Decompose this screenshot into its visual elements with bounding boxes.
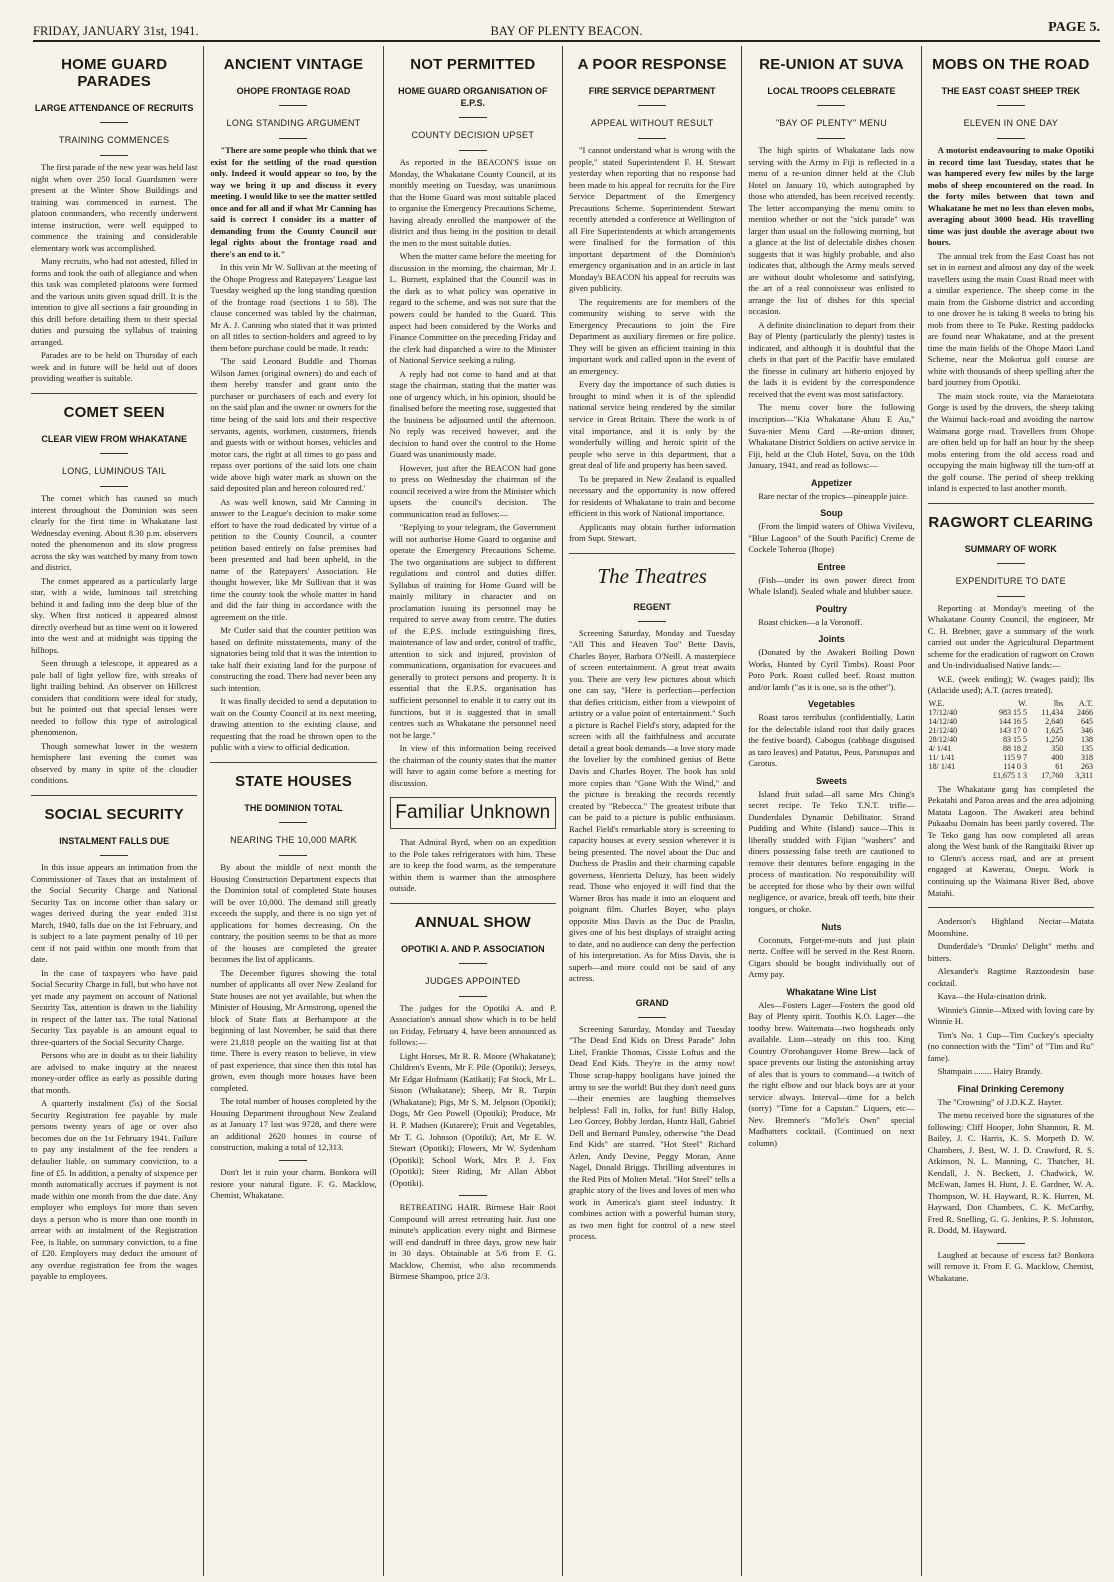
article-subtitle: "BAY OF PLENTY" MENU <box>775 118 888 129</box>
divider <box>100 122 128 123</box>
paragraph: Persons who are in doubt as to their liability are advised to make inquiry at the nearest money-order office as early as possible during that month. <box>31 1050 198 1095</box>
article-subtitle: NEARING THE 10,000 MARK <box>230 835 357 846</box>
paragraph: To be prepared in New Zealand is equalled necessary and the opportunity is now offered for residents of Whakatane to train and become efficient in this work of National importance. <box>568 473 736 519</box>
menu-text: Roast chicken—a la Voronoff. <box>758 616 863 627</box>
table-cell: 61 <box>1055 761 1064 771</box>
divider <box>817 138 845 139</box>
page-number: PAGE 5. <box>1048 20 1100 35</box>
divider <box>638 138 666 139</box>
divider <box>638 1017 666 1018</box>
article-subtitle: OHOPE FRONTAGE ROAD <box>236 86 351 96</box>
divider <box>279 105 307 106</box>
divider <box>459 963 487 964</box>
paragraph: "There are some people who think that we exist for the settling of the road question only. Indeed it would appear so too, by the way we bring it up and discuss it every meeting. I would like to see the matter settled once and for all and if what Mr Canning has said is correct I consider its a matter of demanding from the County Council our legal rights about the frontage road and there's an end to it." <box>210 145 377 259</box>
paragraph: In this issue appears an intimation from the Commissioner of Taxes that an instalment of the Social Security Charge and National Security Tax on income other than salary or wages derived during the year ended 31st March, 1940, falls due on the 1st February, and is subject to a late payment penalty of 10 per cent if not paid within one month from that date. <box>31 862 198 965</box>
menu-heading: Entree <box>817 561 846 572</box>
table-cell: 2466 <box>1076 707 1093 717</box>
divider <box>100 453 128 454</box>
divider <box>459 1195 487 1196</box>
divider <box>569 553 735 554</box>
table-cell: 350 <box>1051 743 1064 753</box>
article-subtitle: ELEVEN IN ONE DAY <box>963 118 1059 129</box>
menu-heading: Joints <box>818 634 845 645</box>
divider <box>997 1243 1025 1244</box>
ragwort-table <box>928 699 1094 780</box>
divider <box>100 155 128 156</box>
table-cell: 263 <box>1080 761 1093 771</box>
table-cell: 143 17 0 <box>998 725 1027 735</box>
column-6 <box>922 46 1100 1576</box>
divider <box>279 138 307 139</box>
menu-text: Shampain ........ Hairy Brandy. <box>937 1066 1043 1077</box>
paragraph: As reported in the BEACON'S issue on Monday, the Whakatane County Council, at its monthly meeting on Tuesday, was unanimous that the Home Guard was most suitable placed to organise the Emergency Precautions Scheme, having already enrolled the manpower of the district and thus being in the position to detail the men to the most suitable duties. <box>389 157 556 248</box>
paragraph: In this vein Mr W. Sullivan at the meeting of the Ohope Progress and Ratepayers' League last Tuesday weighed up the long standing question of the frontage road (sections 1 to 58). The clause concerned was tabled by the chairman, Mr A. J. Canning who stated that it was printed on all titles to section-holders and agreed to by them before purchase could be made. It reads: <box>210 262 377 353</box>
paragraph: Seen through a telescope, it appeared as a pale ball of light yellow fire, with streaks of light trailing behind. An observer on Hillcrest considers that conditions were ideal for study, but he pointed out that special lenses were needed to follow this type of astrological phenomenon. <box>31 658 198 738</box>
paragraph: Screening Saturday, Monday and Tuesday "All This and Heaven Too" Bette Davis, Charles Boyer, Barbara O'Neill. A masterpiece of screen entertainment. A great treat awaits you. There are very few pictures about which one can say, "Here is perfection—perfection that defies criticism, either from a viewpoint of artistry or a value point of entertainment." Such a picture is Rachel Field's story, adapted for the screen with all the faithfulness and accurate detail a great book demands—a love story made the lovelier by the combined genius of Bette Davis and Charles Boyer. The book has sold more copies than "Gone With the Wind," and the picture is breaking the records recently created by "Rebecca." The greatest tribute that can be paid to a picture is public enthusiasm. Rachel Field's remarkable story is screening to capacity houses at every session wherever it is being presented. The novel about the Duc and Duchess de Praslin and their charming capable governess, Henrietta Deluzy, has been widely read. Those who enjoyed it will find that the Warner Bros has made it into an eloquent and poignant film. Charles Boyer, who plays opposite Miss Davis as the Duc de Praslin, gives one of his best displays of straight acting to date, and no audience can deny the perfection of his interpretation. As for Miss Davis, she is superb—and more could not be said of any actress. <box>568 627 736 984</box>
table-row <box>928 762 1094 771</box>
article-subtitle: LONG, LUMINOUS TAIL <box>61 466 167 477</box>
menu-text: The menu received bore the signatures of the following: Cliff Hooper, John Shannon, R. M. Bailey, J. C. Harris, K. S. Morpeth D. W. Chambers, J. Best, W. J. D. Crawford, R. S. Atkinson, N. L. Manning, C. Thatcher, H. Kendall, J. N. Beckett, J. Chadwick, W. McEwan, James H. Hunt, J. E. Gardner, W. A. Thompson, W. H. Hayward, R. K. Hurren, M. Hayward, Don Chambers, C. K. McCarthy, Fred R. Snelling, G. G. Jenkins, P. S. Johnston, R. Dodd, M. Hayward. <box>927 1110 1094 1236</box>
paragraph: "I cannot understand what is wrong with the people," stated Superintendent F. H. Stewart yesterday when reporting that no response had been made to his appeal for recruits for the Fire Service Department of the Emergency Precautions Scheme. Superintendent Stewart recently attended a conference at Wellington of all Fire Superintendents at which arrangements were finalised for the formation of this important department of the Dominion's emergency organisation and in an article in last Monday's BEACON his appeal for recruits was given publicity. <box>568 145 736 294</box>
paragraph: Though somewhat lower in the western hemisphere last evening the comet was observed by many in spite of the cloudier conditions. <box>31 740 198 786</box>
paragraph: However, just after the BEACON had gone to press on Wednesday the chairman of the council received a wire from the Minister which upsets the council's decision. The communication read as follows:— <box>389 462 556 519</box>
table-header-cell: A.T. <box>1078 698 1093 708</box>
table-cell: 144 16 5 <box>998 716 1027 726</box>
article-subtitle: LOCAL TROOPS CELEBRATE <box>767 86 896 96</box>
divider <box>459 150 487 151</box>
table-row <box>928 735 1094 744</box>
menu-text: (Fish—under its own power direct from Whale Island). Sealed whale and blubber sauce. <box>748 574 915 597</box>
column-1 <box>25 46 204 1576</box>
menu-heading: Nuts <box>821 921 842 932</box>
table-header-cell: W. <box>1018 698 1027 708</box>
divider <box>997 105 1025 106</box>
table-total-row <box>928 771 1094 780</box>
menu-text: (From the limpid waters of Ohiwa Vivilevu, "Blue Lagoon" of the South Pacific) Creme de Cockele Toheroa (Ihope) <box>748 521 915 555</box>
article-subtitle: GRAND <box>635 997 669 1008</box>
article-subtitle: REGENT <box>633 601 671 612</box>
paragraph: A quarterly instalment (5s) of the Social Security Registration fee payable by male persons twenty years of age or over also becomes due on the 1st February 1941. Failure to pay any instalment of the fee renders a defaulter liable, on summary conviction, to a fine of £5. In addition, a penalty of sixpence per month automatically accrues if payment is not made within one month from the due date. Any employer who employs for more than seven days a person who is more than one month in arrear with an instalment of the Registration Fee, is liable, on summary conviction, to a fine of £20. Employers may deduct the amount of any overdue registration fee from the wages payable to employees. <box>31 1098 198 1282</box>
paragraph: The total number of houses completed by the Housing Department throughout New Zealand as at January 17 last was 9728, and there were an additional 2620 houses in course of construction, making a total of 12,313. <box>210 1096 377 1153</box>
table-row <box>928 717 1094 726</box>
column-3 <box>384 46 563 1576</box>
table-cell: 115 9 7 <box>1003 752 1027 762</box>
paragraph: As was well known, said Mr Canning in answer to the League's decision to make some effort to have the road dedicated by virtue of a petition to the County Council, a counter petition based entirely on false premises had been presented and had been upheld, in the name of the Ratepayers' Association. He thought however, like Mr Sullivan that it was time the county took the whole matter in hand and did the fair thing in accordance with the agreement on the title. <box>210 496 377 622</box>
table-cell: 318 <box>1080 752 1093 762</box>
paragraph: The judges for the Opotiki A. and P. Association's annual show which is to be held on Friday, February 4, have been announced as follows:— <box>389 1002 556 1048</box>
menu-text: Alexander's Ragtime Razzoodesin base cocktail. <box>927 966 1094 988</box>
divider <box>997 138 1025 139</box>
divider <box>100 486 128 487</box>
divider <box>459 996 487 997</box>
masthead-date: FRIDAY, JANUARY 31st, 1941. <box>33 24 199 38</box>
article-subtitle: TRAINING COMMENCES <box>58 135 170 146</box>
columns <box>25 46 1100 1576</box>
table-cell: 2,640 <box>1045 716 1064 726</box>
article-title: The Theatres <box>597 563 707 588</box>
paragraph: When the matter came before the meeting for discussion in the morning, the chairman, Mr J. L. Burnett, explained that the Council was in the dark as to what policy was operative in regard to the scheme, and was not sure that the powers could be handed to the Guard. This aspect had been considered by the Works and Finance Committee on the preceding Friday and the clerk had dispatched a wire to the Minister of National Service seeking a ruling. <box>389 251 556 366</box>
menu-text: Kava—the Hula-cination drink. <box>937 991 1047 1002</box>
divider <box>638 621 666 622</box>
table-header-cell: lbs <box>1053 698 1064 708</box>
menu-text: Dunderdale's "Drunks' Delight" meths and bitters. <box>927 941 1094 963</box>
article-title: ANNUAL SHOW <box>414 913 531 931</box>
paragraph: Parades are to be held on Thursday of each week and in future will be held out of doors providing weather is suitable. <box>31 350 198 384</box>
paragraph: A reply had not come to hand and at that stage the chairman, stating that the matter was one of urgency which, in his opinion, should be finalised before the meeting rose, suggested that the business be adjourned until the afternoon. No reply was received however, and the decision to hand over the control to the Home Guard was unanimously made. <box>389 368 556 460</box>
menu-heading: Appetizer <box>810 477 852 488</box>
table-cell: 114 0 3 <box>1003 761 1027 771</box>
article-subtitle: JUDGES APPOINTED <box>425 975 521 986</box>
article-subtitle: COUNTY DECISION UPSET <box>411 130 535 141</box>
table-row <box>928 753 1094 762</box>
table-row <box>928 744 1094 753</box>
article-subtitle: HOME GUARD ORGANISATION OF E.P.S. <box>398 86 548 109</box>
paragraph: Every day the importance of such duties is brought to mind when it is of the splendid national service being rendered by the similar service in Great Britain. There the work is of vital importance, and it is only by the wonderfully willing and heroic spirit of the people who serve in this department, that a great deal of life and property has been saved. <box>568 379 736 471</box>
menu-heading: Whakatane Wine List <box>786 986 877 997</box>
column-4 <box>563 46 742 1576</box>
table-cell: 4/ 1/41 <box>928 743 952 753</box>
paragraph: The requirements are for members of the community wishing to serve with the Emergency Precautions to join the Fire Department as auxiliary firemen or fire police. They will be given an efficient training in this important work and called upon in the event of an emergency. <box>568 296 736 376</box>
table-cell: 11,434 <box>1041 707 1064 717</box>
menu-text: Coconuts, Forget-me-nuts and just plain nertz. Coffee will be served in the Rest Room. Cigars should be bought individually out of Army pay. <box>748 934 915 980</box>
paragraph: Reporting at Monday's meeting of the Whakatane County Council, the engineer, Mr C. H. Brebner, gave a summary of the work carried out under the Agricultural Department scheme for the eradication of ragwort on Crown and Un-individualised Native lands:— <box>927 602 1094 671</box>
table-row <box>928 708 1094 717</box>
article-title: MOBS ON THE ROAD <box>932 56 1090 73</box>
table-row <box>928 726 1094 735</box>
menu-heading: Poultry <box>815 603 847 614</box>
article-title: HOME GUARD PARADES <box>61 56 168 90</box>
menu-text: Winnie's Ginnie—Mixed with loving care by Winnie H. <box>927 1004 1094 1027</box>
divider <box>279 855 307 856</box>
article-title: Familiar Unknown <box>390 797 556 829</box>
divider <box>928 907 1094 908</box>
paragraph: By about the middle of next month the Housing Construction Department expects that the Dominion total of completed State houses will be over 10,000. The demand still greatly exceeds the supply, and there is no sign yet of applications for homes decreasing. On the contrary, the position seems to be that as more of the houses are completed the greater becomes the list of applicants. <box>210 862 377 965</box>
article-subtitle: SUMMARY OF WORK <box>964 543 1057 554</box>
paragraph: Applicants may obtain further information from Supt. Stewart. <box>568 521 736 544</box>
paragraph: Screening Saturday, Monday and Tuesday "The Dead End Kids on Dress Parade" John Litel, Frankie Thomas, Cissie Loftus and the Dead End Kids. They're in the army now! Those scrap-happy hooligans have joined the army to see the world! But they don't need guns—their enemies are laughing themselves helpless! Fall in, folks, for fun! Billy Halop, Leo Gorcey, Bobby Jordan, Huntz Hall, Gabriel Dell and Bernard Punsley, otherwise "the Dead End Kids" are starred. "Hot Steel" Richard Arlen, Andy Devine, Peggy Moran, Anne Nagel, Donald Briggs. Thrilling adventures in the Red Pits of Molten Metal. "Hot Steel" tells a graphic story of the lives and loves of men who work in America's giant steel industry. It combines action with a powerful human story, as two men fight for control of a new steel process. <box>568 1023 736 1242</box>
paragraph: A motorist endeavouring to make Opotiki in record time last Tuesday, states that he was hampered every few miles by the large mobs of sheep encountered on the road. In the forty miles between that town and Whakatane he met no less than eleven mobs, averaging about 3000 head. His travelling time was just double the average about two hours. <box>927 145 1094 248</box>
article-title: NOT PERMITTED <box>410 56 536 73</box>
table-cell: 28/12/40 <box>928 734 958 744</box>
article-subtitle: LONG STANDING ARGUMENT <box>226 118 361 129</box>
divider <box>459 117 487 118</box>
paragraph: The comet appeared as a particularly large star, with a wide, luminous tail stretching behind it and fading into the deep blue of the sky. When first noticed it appeared almost directly overhead but as time went on it lowered into the west and at midnight was tipping the hilltops. <box>31 575 198 655</box>
divider <box>928 503 1094 504</box>
article-subtitle: THE EAST COAST SHEEP TREK <box>941 86 1080 96</box>
paragraph: 'The said Leonard Buddle and Thomas Wilson James (original owners) do and each of them hereby transfer and grant unto the purchaser or purchasers of each and every lot on the said plan and the owner or owners for the time being of the said lots and their respective servants, agents, workmen, customers, friends and guests with or without horses, vehicles and motor cars, the right at all times to go pass and repass over portions of the said lots one chain wide above high water mark as shown on the said deposited plan and hereon coloured red.' <box>210 356 377 494</box>
menu-text: Anderson's Highland Nectar—Matata Moonshine. <box>927 916 1094 938</box>
table-cell: £1,675 1 3 <box>992 770 1027 780</box>
table-cell: 18/ 1/41 <box>928 761 956 771</box>
article-title: SOCIAL SECURITY <box>44 805 184 823</box>
divider <box>210 762 376 763</box>
menu-text: Tim's No. 1 Cup—Tim Cuckey's specialty (no connection with the "Tim" of "Tim and Ru" fame). <box>927 1029 1094 1063</box>
masthead-title: BAY OF PLENTY BEACON. <box>490 24 643 38</box>
table-cell: 346 <box>1080 725 1093 735</box>
article-subtitle: CLEAR VIEW FROM WHAKATANE <box>41 433 187 444</box>
table-cell: 983 15 5 <box>998 707 1027 717</box>
menu-text: (Donated by the Awakeri Boiling Down Works, Hunted by Cyril Timbs). Roast Poor Poro Pork. Roast culled beef. Roast mutton and/or lamb ("as it is one, so is the other"). <box>748 647 915 692</box>
paragraph: The first parade of the new year was held last night when over 250 local Guardsmen were present at the Winter Show Buildings and training was commenced in earnest. The platoon commanders, who recently underwent intense instruction, were well equipped to commence the training and considerable elementary work was accomplished. <box>31 162 198 253</box>
menu-text: The "Crowning" of J.D.K.Z. Hayter. <box>937 1096 1063 1107</box>
article-title: RE-UNION AT SUVA <box>759 56 904 73</box>
article-title: RAGWORT CLEARING <box>928 513 1094 531</box>
table-cell: 3,311 <box>1075 770 1093 780</box>
divider <box>31 393 197 394</box>
advertisement: Don't let it ruin your charm. Bonkora will restore your natural figure. F. G. Macklow, Chemist, Whakatane. <box>210 1166 377 1201</box>
table-cell: 138 <box>1080 734 1093 744</box>
paragraph: "Replying to your telegram, the Government will not authorise Home Guard to organise and operate the Emergency Precautions Scheme. The two organisations are subject to different regulations and control and duties differ. Syllabus of training for Home Guard will be mainly military in character and on proclamation issuing its personnel may be required to serve away from centre. The duties of the E.P.S. include extinguishing fires, maintenance of law and order, control of traffic, attention to sick and injured, provision of communications, organisation for evacuees and generally to protect persons and property. It is essential that the E.P.S. organisation has sufficient personnel to enable it to carry out its functions, but it is suggested that in small centres such as Whakatane the personnel need not be large." <box>389 522 556 740</box>
article-title: ANCIENT VINTAGE <box>223 56 364 73</box>
article-title: A POOR RESPONSE <box>577 56 727 73</box>
paragraph: Light Horses, Mr R. R. Moore (Whakatane); Children's Events, Mr F. Pile (Opotiki); Jerseys, Mr Edgar Hofmann (Katikati); Fat Stock, Mr L. Sisson (Whakatane); Sheep, Mr R. Turpin (Whakatane); Pigs, Mr S. M. Jelpson (Opotiki); Dogs, Mr Geo Powell (Opotiki); Produce, Mr H. P. Madsen (Kutarere); Fruit and Vegetables, Mr T. G. Johnson (Opotiki); Art, Mr E. W. Stewart (Opotiki); Flowers, Mr W. Sydenham (Opotiki); School Work, Mrs P. J. Fox (Opotiki); Steer Riding, Mr Allan Abbot (Opotiki). <box>389 1050 556 1188</box>
article-subtitle: INSTALMENT FALLS DUE <box>59 835 170 846</box>
divider <box>279 1160 307 1161</box>
divider <box>100 855 128 856</box>
table-cell: 1,625 <box>1045 725 1064 735</box>
table-cell: 645 <box>1080 716 1093 726</box>
table-cell: 135 <box>1080 743 1093 753</box>
paragraph: The annual trek from the East Coast has not set in in earnest and almost any day of the week travellers using the main Coast Road meet with a similar experience. The sheep come in the main from the Gisborne district and according to one drover he is taking 8 weeks to bring his mob from there to Te Puke. Resting paddocks are found near Whakatane, and at the present time the main fields of the Ohope Maori Land Scheme, near the Mokorua golf course are white with thousands of sheep spelling after the hard journey from Opotiki. <box>927 250 1094 388</box>
menu-text: Island fruit salad—all same Mrs Ching's secret recipe. Te Teko T.N.T. trifle—Dunderdales Dynamic Debilitator. Strand Pudding and White (Island) sauce—This is liberally studded with Fijian "washers" and diners possessing false teeth are cautioned to remove their dentures before engaging in the process of mastication. No responsibility will be accepted for those who by their own wilful negligence, or avarice, break off teeth, bite their tongues, or choke. <box>748 788 915 914</box>
table-cell: 1,250 <box>1045 734 1064 744</box>
menu-heading: Final Drinking Ceremony <box>957 1083 1065 1094</box>
paragraph: Mr Cutler said that the counter petition was based on definite misstatements, many of the signatories being told that it was the intention to take half their existing land for the purpose of constructing the road. There had never been any such intention. <box>210 625 377 693</box>
advertisement: Laughed at because of excess fat? Bonkora will remove it. From F. G. Macklow, Chemist, Whakatane. <box>927 1249 1094 1283</box>
article-subtitle: APPEAL WITHOUT RESULT <box>590 118 714 129</box>
divider <box>390 903 556 904</box>
divider <box>279 822 307 823</box>
article-subtitle: LARGE ATTENDANCE OF RECRUITS <box>34 103 194 113</box>
divider <box>817 105 845 106</box>
paragraph: The high spirits of Whakatane lads now serving with the Army in Fiji is reflected in a menu of a re-union dinner held at the Club Hotel on January 10, which autographed by those who attended, has been received recently. The letter accompanying the menu omits to mention whether or not the "sick parade" was larger than usual on the following morning, but a glance at the list of delectable dishes chosen suggests that it was highly probable, and also indicates that, although the Army meals served are without doubt wholesome and satisfying, the art of a real connoisseur was enlisted to arrange the list of dishes for this special occasion. <box>748 145 915 317</box>
table-cell: 400 <box>1051 752 1064 762</box>
paragraph: In view of this information being received the chairman of the county states that the matter will have to again come before a meeting for discussion. <box>389 743 556 788</box>
table-cell: 14/12/40 <box>928 716 958 726</box>
table-cell <box>928 771 974 780</box>
column-5 <box>742 46 921 1576</box>
menu-heading: Vegetables <box>807 699 855 710</box>
paragraph: Many recruits, who had not attested, filled in forms and took the oath of allegiance and when this task was completed platoons were formed and the various units given squad drill. It is the intention to give all sections a fair grounding in this drill before detailing them to their special duties and pursuing the syllabus of training arranged. <box>31 256 198 347</box>
paragraph: That Admiral Byrd, when on an expedition to the Pole takes refrigerators with him. These are to keep the food warm, as the temperature within them is warmer than the atmosphere outside. <box>389 837 556 894</box>
menu-heading: Sweets <box>815 775 847 786</box>
table-cell: 17/12/40 <box>928 707 958 717</box>
menu-text: Roast taros terribulus (confidentially, Latin for the delectable island root that daily graces the festive board). Cabogus (cabbage disguised as taro leaves) and Patatus, Peus, Parsnupus and Carotus. <box>748 712 915 769</box>
table-cell: 17,760 <box>1041 770 1064 780</box>
divider <box>31 795 197 796</box>
paragraph: It was finally decided to send a deputation to wait on the County Council at its next meeting, drawing attention to the existing clause, and requesting that the road be thrown open to the public with a view to official dedication. <box>210 696 377 753</box>
masthead <box>33 20 1100 42</box>
paragraph: The menu cover bore the following inscription—"Kia Whakatane Ahau E Au," Suva-nier Menu Card —Re-union dinner, Whakatane District Soldiers on active service in Fiji, held at the Club Hotel, Suva, on the 10th January, 1941, and read as follows:— <box>748 402 915 471</box>
paragraph: The main stock route, via the Maraetotara Gorge is used by the drovers, the sheep taking the Waimui back-road and avoiding the narrow Waimana gorge road. Travellers from Ohope are often held up for half an hour by the sheep mobs entering from the old access road and occupying the main highway till the turn-off at the golf course. The period of sheep trekking inland is expected to last another month. <box>927 390 1094 494</box>
paragraph: The December figures showing the total number of applicants all over New Zealand for State houses are not yet available, but when the Minister of Housing, Mr Armstrong, opened the block of State flats at Berhampore at the beginning of last November, he said that there were 21,818 people on the waiting list at that time. There is every reason to believe, in view of past experience, that since then this total has grown, even though more houses have been completed. <box>210 967 377 1093</box>
article-subtitle: THE DOMINION TOTAL <box>244 802 343 813</box>
divider <box>997 563 1025 564</box>
paragraph: In the case of taxpayers who have paid Social Security Charge in full, but who have not yet made any payment on account of National Security Tax, attention is drawn to the liability in respect of the latter tax. The total National Security Tax payable is an amount equal to three-quarters of the Social Security Charge. <box>31 967 198 1047</box>
paragraph: The Whakatane gang has completed the Pekatahi and Paroa areas and the area adjoining Matata Lagoon. The Awakeri area behind Pukaahu Domain has been partly covered. The Te Teko gang has now completed all areas along the West bank of the Rangitaiki River up to Glenn's access road, and are at present engaged at Kawerau, Onepu. Work is continuing up the Waimana River Bed, above Matahi. <box>927 783 1094 898</box>
menu-text: Rare nectar of the tropics—pineapple juice. <box>758 490 909 501</box>
menu-text: Ales—Fosters Lager—Fosters the good old Bay of Plenty spirit. Toothis K.O. Lager—the toothy brew. Waitemata—two hogsheads only available. Lion—steady on this too. King Country O'orohanguver Home Brew—lack of space prevents our listing the astonishing array of ales that is yours to command—a twitch of the right elbow and our black boys are at your service always. Interval—time for a belch (sorry) "Time for a Capstan." Liquers, etc— Nev. Bremner's "Mo'le's Own" special Madhatters cocktail. (Continued on next column) <box>748 999 915 1148</box>
menu-heading: Soup <box>820 508 843 519</box>
table-cell: 21/12/40 <box>928 725 958 735</box>
divider <box>997 596 1025 597</box>
table-header-row <box>928 699 1094 708</box>
paragraph: The comet which has caused so much interest throughout the Dominion was seen clearly for the first time in Whakatane last Wednesday evening. About 8.30 p.m. observers noted the phenomenon and its slow progress across the sky was watched by many from town and district. <box>31 493 198 573</box>
table-cell: 88 18 2 <box>1002 743 1027 753</box>
advertisement: RETREATING HAIR. Birmese Hair Root Compound will arrest retreating hair. Just one minute's application every night and Birmese will end dandruff in three days, grow new hair in 30 days. Obtainable at 5/6 from F. G. Macklow, Chemist, who also recommends Birmese Shampoo, price 2/3. <box>389 1202 556 1282</box>
article-subtitle: OPOTIKI A. AND P. ASSOCIATION <box>400 943 545 954</box>
article-title: STATE HOUSES <box>235 772 352 790</box>
table-cell: 83 15 5 <box>1002 734 1027 744</box>
paragraph: W.E. (week ending); W. (wages paid); lbs (Atlacide used); A.T. (acres treated). <box>927 673 1094 696</box>
paragraph: A definite disinclination to depart from their Bay of Plenty (particularly the plenty) tastes is indicated, and although it is doubtful that the chefs in that part of the Pacific have emulated the finesse in culinary art hitherto enjoyed by the lads it is evident by the correspondence received that the event was most satisfactory. <box>748 319 915 399</box>
article-subtitle: FIRE SERVICE DEPARTMENT <box>588 86 716 96</box>
divider <box>638 105 666 106</box>
table-header-cell: W.E. <box>928 698 945 708</box>
column-2 <box>204 46 383 1576</box>
article-title: COMET SEEN <box>63 403 165 421</box>
table-cell: 11/ 1/41 <box>928 752 955 762</box>
article-subtitle: EXPENDITURE TO DATE <box>955 575 1066 586</box>
